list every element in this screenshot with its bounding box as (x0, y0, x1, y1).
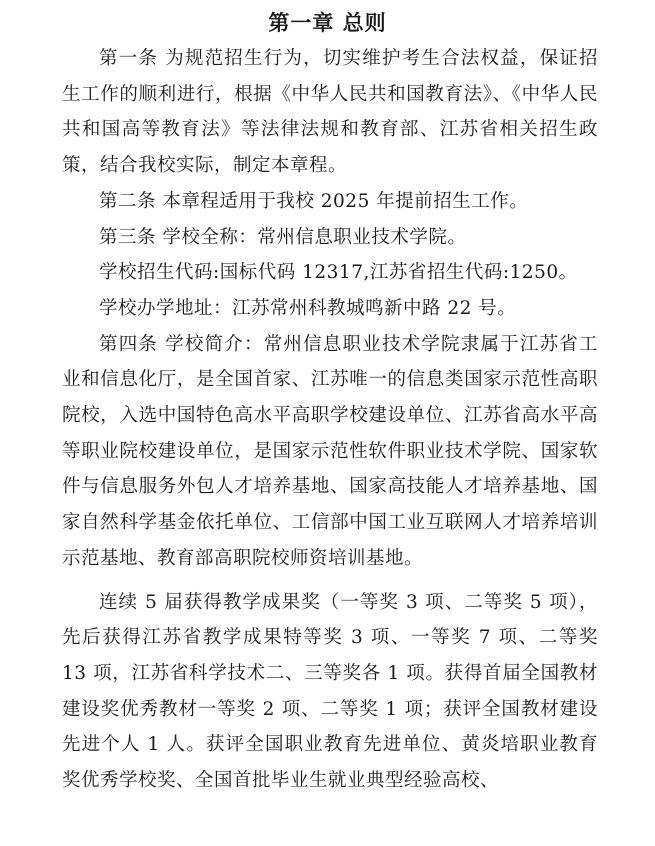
article-3-paragraph: 第三条 学校全称：常州信息职业技术学院。 (99, 226, 467, 248)
article-4-paragraph: 第四条 学校简介：常州信息职业技术学院隶属于江苏省工业和信息化厅，是全国首家、江苏唯一的信息类国家示范性高职院校，入选中国特色高水平高职学校建设单位、江苏省高水平高等职业院校建设单位，是国家示范性软件职业技术学院、国家软件与信息服务外包人才培养基地、国家高技能人才培养基地、国家自然科学基金依托单位、工信部中国工业互联网人才培养培训示范基地、教育部高职院校师资培训基地。 (62, 333, 598, 569)
article-1-paragraph: 第一条 为规范招生行为，切实维护考生合法权益，保证招生工作的顺利进行，根据《中华人民共和国教育法》、《中华人民共和国高等教育法》等法律法规和教育部、江苏省相关招生政策，结合我校实际，制定本章程。 (62, 48, 598, 177)
school-code-paragraph: 学校招生代码:国标代码 12317,江苏省招生代码:1250。 (99, 262, 578, 284)
chapter-body (62, 41, 598, 799)
awards-paragraph: 连续 5 届获得教学成果奖（一等奖 3 项、二等奖 5 项），先后获得江苏省教学成果特等奖 3 项、一等奖 7 项、二等奖 13 项，江苏省科学技术二、三等奖各 1 项。获得首届全国教材建设奖优秀教材一等奖 2 项、二等奖 1 项；获评全国教材建设先进个人 1 人。获评全国职业教育先进单位、黄炎培职业教育奖优秀学校奖、全国首批毕业生就业典型经验高校、 (62, 591, 598, 792)
article-2-paragraph: 第二条 本章程适用于我校 2025 年提前招生工作。 (99, 190, 529, 212)
school-address-paragraph: 学校办学地址：江苏常州科教城鸣新中路 22 号。 (99, 297, 517, 319)
chapter-title: 第一章 总则 (268, 11, 387, 35)
